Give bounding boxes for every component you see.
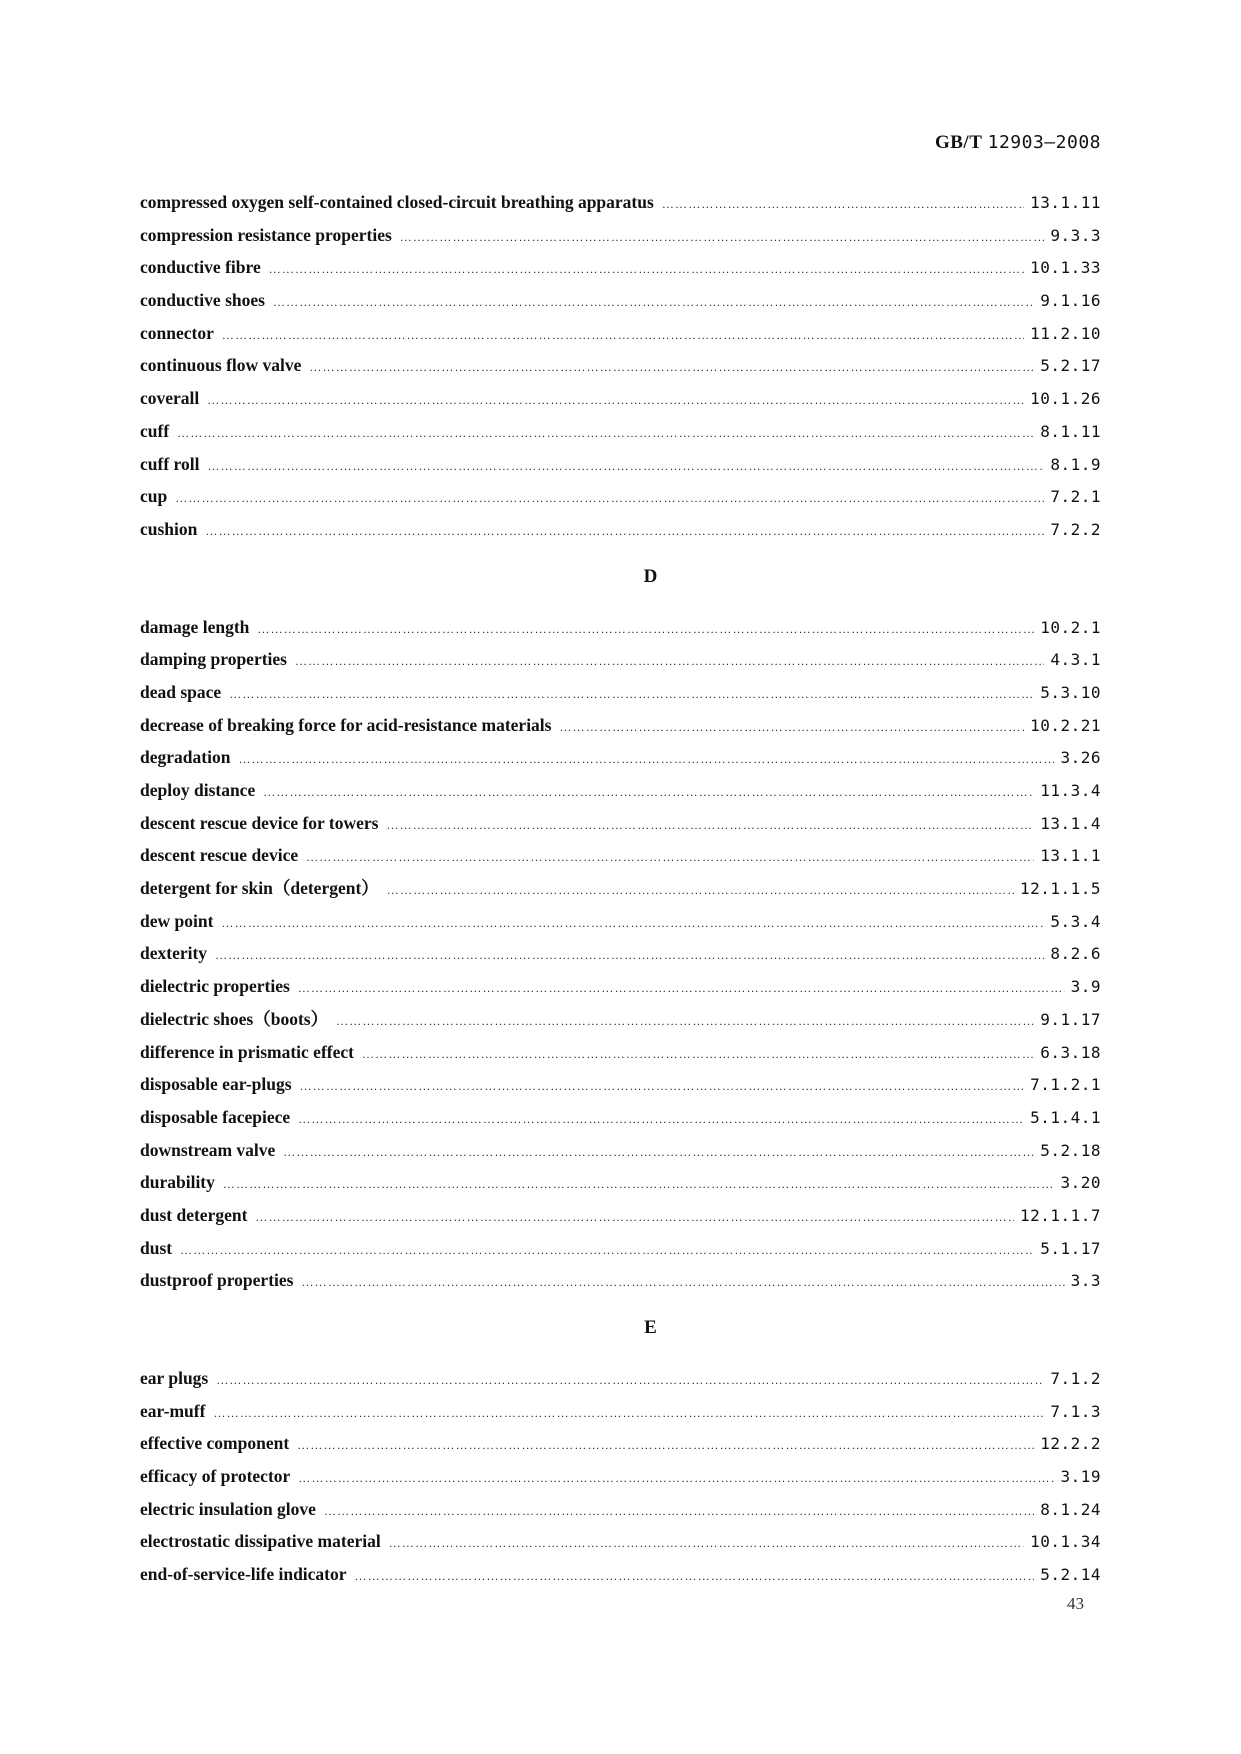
index-term: dust detergent (140, 1204, 248, 1225)
index-entry (140, 1101, 1101, 1134)
index-entry (140, 1558, 1101, 1591)
index-entry (140, 186, 1101, 219)
dot-leader (355, 1560, 1035, 1593)
index-entry (140, 1199, 1101, 1232)
clause-reference: 10.2.21 (1030, 715, 1101, 735)
index-entry (140, 643, 1101, 676)
index-term: effective component (140, 1433, 290, 1454)
index-term: dust (140, 1237, 173, 1258)
index-term: dustproof properties (140, 1270, 294, 1291)
index-entry (140, 1395, 1101, 1428)
dot-leader (273, 286, 1034, 319)
dot-leader (324, 1495, 1034, 1528)
dot-leader (306, 841, 1034, 874)
clause-reference: 9.3.3 (1050, 225, 1101, 245)
clause-reference: 7.1.3 (1050, 1401, 1101, 1421)
dot-leader (387, 874, 1014, 907)
dot-leader (216, 1364, 1044, 1397)
index-term: compression resistance properties (140, 224, 392, 245)
index-term: degradation (140, 747, 231, 768)
dot-leader (297, 1429, 1034, 1462)
dot-leader (662, 188, 1024, 221)
index-term: end-of-service-life indicator (140, 1564, 347, 1585)
index-term: conductive shoes (140, 290, 265, 311)
clause-reference: 5.2.14 (1040, 1565, 1101, 1585)
clause-reference: 10.2.1 (1040, 617, 1101, 637)
clause-reference: 7.2.1 (1050, 487, 1101, 507)
dot-leader (223, 1168, 1055, 1201)
index-entry (140, 709, 1101, 742)
dot-leader (229, 678, 1034, 711)
clause-reference: 12.2.2 (1040, 1434, 1101, 1454)
dot-leader (213, 1397, 1044, 1430)
dot-leader (298, 972, 1065, 1005)
index-term: conductive fibre (140, 257, 261, 278)
index-term: detergent for skin（detergent） (140, 878, 379, 899)
dot-leader (263, 776, 1034, 809)
dot-leader (559, 711, 1024, 744)
index-entry (140, 1003, 1101, 1036)
page-number: 43 (1067, 1594, 1084, 1613)
index-term: ear plugs (140, 1368, 209, 1388)
clause-reference: 13.1.1 (1040, 846, 1101, 866)
index-entry (140, 905, 1101, 938)
dot-leader (298, 1103, 1024, 1136)
clause-reference: 5.3.4 (1050, 911, 1101, 931)
index-entry (140, 676, 1101, 709)
standard-number: 12903—2008 (987, 132, 1101, 153)
clause-reference: 7.2.2 (1050, 519, 1101, 539)
index-term: electric insulation glove (140, 1498, 316, 1519)
dot-leader (207, 450, 1044, 483)
clause-reference: 5.2.17 (1040, 356, 1101, 376)
index-entry (140, 872, 1101, 905)
index-entry (140, 382, 1101, 415)
index-entry (140, 741, 1101, 774)
dot-leader (283, 1136, 1034, 1169)
dot-leader (300, 1070, 1025, 1103)
index-entry (140, 1460, 1101, 1493)
index-entry (140, 513, 1101, 546)
index-term: efficacy of protector (140, 1466, 291, 1487)
index-term: connector (140, 322, 214, 343)
index-term: disposable ear-plugs (140, 1074, 292, 1095)
index-term: deploy distance (140, 780, 256, 800)
index-entry (140, 317, 1101, 350)
index-entry (140, 1362, 1101, 1395)
clause-reference: 11.3.4 (1040, 781, 1101, 800)
clause-reference: 13.1.4 (1040, 813, 1101, 833)
section-letter-heading: E (644, 1317, 657, 1338)
dot-leader (336, 1005, 1034, 1038)
dot-leader (257, 613, 1034, 646)
dot-leader (215, 939, 1044, 972)
dot-leader (386, 809, 1034, 842)
clause-reference: 3.19 (1060, 1467, 1101, 1487)
clause-reference: 13.1.11 (1030, 193, 1101, 212)
dot-leader (269, 253, 1024, 286)
dot-leader (362, 1038, 1034, 1071)
dot-leader (255, 1201, 1014, 1234)
index-entry (140, 1036, 1101, 1069)
index-entry (140, 807, 1101, 840)
clause-reference: 3.3 (1070, 1271, 1101, 1291)
clause-reference: 3.26 (1060, 748, 1101, 768)
clause-reference: 4.3.1 (1050, 650, 1101, 670)
index-entry (140, 480, 1101, 513)
index-entry (140, 839, 1101, 872)
index-entry (140, 284, 1101, 317)
dot-leader (400, 221, 1045, 254)
clause-reference: 10.1.34 (1030, 1532, 1101, 1552)
index-term: decrease of breaking force for acid-resistance materials (140, 714, 552, 735)
clause-reference: 5.2.18 (1040, 1140, 1101, 1160)
index-entry (140, 219, 1101, 252)
clause-reference: 6.3.18 (1040, 1042, 1101, 1062)
index-list (140, 186, 1101, 1591)
index-entry (140, 970, 1101, 1003)
clause-reference: 11.2.10 (1030, 323, 1101, 343)
index-entry (140, 1166, 1101, 1199)
clause-reference: 8.1.11 (1040, 421, 1101, 441)
dot-leader (298, 1462, 1054, 1495)
index-entry (140, 774, 1101, 807)
dot-leader (177, 417, 1034, 450)
clause-reference: 8.2.6 (1050, 944, 1101, 964)
clause-reference: 8.1.24 (1040, 1499, 1101, 1519)
clause-reference: 9.1.17 (1040, 1009, 1101, 1029)
index-entry (140, 448, 1101, 481)
index-term: dielectric shoes（boots） (140, 1008, 329, 1029)
standard-code (935, 132, 1101, 154)
index-entry (140, 415, 1101, 448)
index-entry (140, 251, 1101, 284)
dot-leader (180, 1234, 1034, 1267)
index-entry (140, 1068, 1101, 1101)
dot-leader (175, 482, 1044, 515)
dot-leader (238, 743, 1054, 776)
index-entry (140, 1134, 1101, 1167)
index-term: continuous flow valve (140, 355, 302, 376)
dot-leader (301, 1266, 1064, 1299)
clause-reference: 5.3.10 (1040, 682, 1101, 702)
index-term: coverall (140, 388, 200, 409)
index-term: durability (140, 1172, 215, 1193)
index-term: cushion (140, 518, 198, 539)
index-term: ear-muff (140, 1400, 206, 1421)
index-entry (140, 1232, 1101, 1265)
dot-leader (222, 319, 1024, 352)
index-term: damping properties (140, 649, 287, 670)
clause-reference: 10.1.26 (1030, 389, 1101, 409)
clause-reference: 12.1.1.7 (1019, 1205, 1101, 1225)
section-letter-heading: D (643, 565, 658, 587)
clause-reference: 5.1.4.1 (1030, 1107, 1101, 1127)
dot-leader (295, 645, 1044, 678)
index-term: dexterity (140, 943, 208, 964)
index-entry (140, 349, 1101, 382)
index-term: disposable facepiece (140, 1106, 291, 1127)
index-term: dew point (140, 910, 214, 931)
clause-reference: 10.1.33 (1030, 258, 1101, 278)
standard-prefix: GB/T (934, 132, 983, 153)
index-term: downstream valve (140, 1139, 276, 1160)
index-term: cuff roll (140, 453, 200, 474)
index-term: descent rescue device (140, 845, 299, 866)
index-term: cup (140, 486, 168, 507)
index-term: compressed oxygen self-contained closed-circuit breathing apparatus (140, 192, 654, 212)
index-term: damage length (140, 616, 250, 637)
clause-reference: 7.1.2 (1050, 1369, 1101, 1388)
clause-reference: 9.1.16 (1040, 291, 1101, 311)
index-term: dielectric properties (140, 976, 290, 997)
index-term: dead space (140, 681, 222, 702)
clause-reference: 12.1.1.5 (1019, 879, 1101, 899)
index-entry (140, 1427, 1101, 1460)
clause-reference: 3.20 (1060, 1173, 1101, 1193)
clause-reference: 5.1.17 (1040, 1238, 1101, 1258)
dot-leader (389, 1527, 1024, 1560)
dot-leader (309, 351, 1034, 384)
clause-reference: 7.1.2.1 (1030, 1075, 1101, 1095)
index-entry (140, 937, 1101, 970)
index-term: cuff (140, 420, 170, 441)
index-entry (140, 1525, 1101, 1558)
clause-reference: 8.1.9 (1050, 454, 1101, 474)
dot-leader (205, 515, 1044, 548)
index-entry (140, 1264, 1101, 1297)
index-entry (140, 1493, 1101, 1526)
dot-leader (221, 907, 1044, 940)
index-term: electrostatic dissipative material (140, 1531, 381, 1552)
index-term: difference in prismatic effect (140, 1041, 354, 1062)
dot-leader (207, 384, 1024, 417)
index-entry (140, 611, 1101, 644)
clause-reference: 3.9 (1070, 977, 1101, 997)
index-term: descent rescue device for towers (140, 812, 379, 833)
